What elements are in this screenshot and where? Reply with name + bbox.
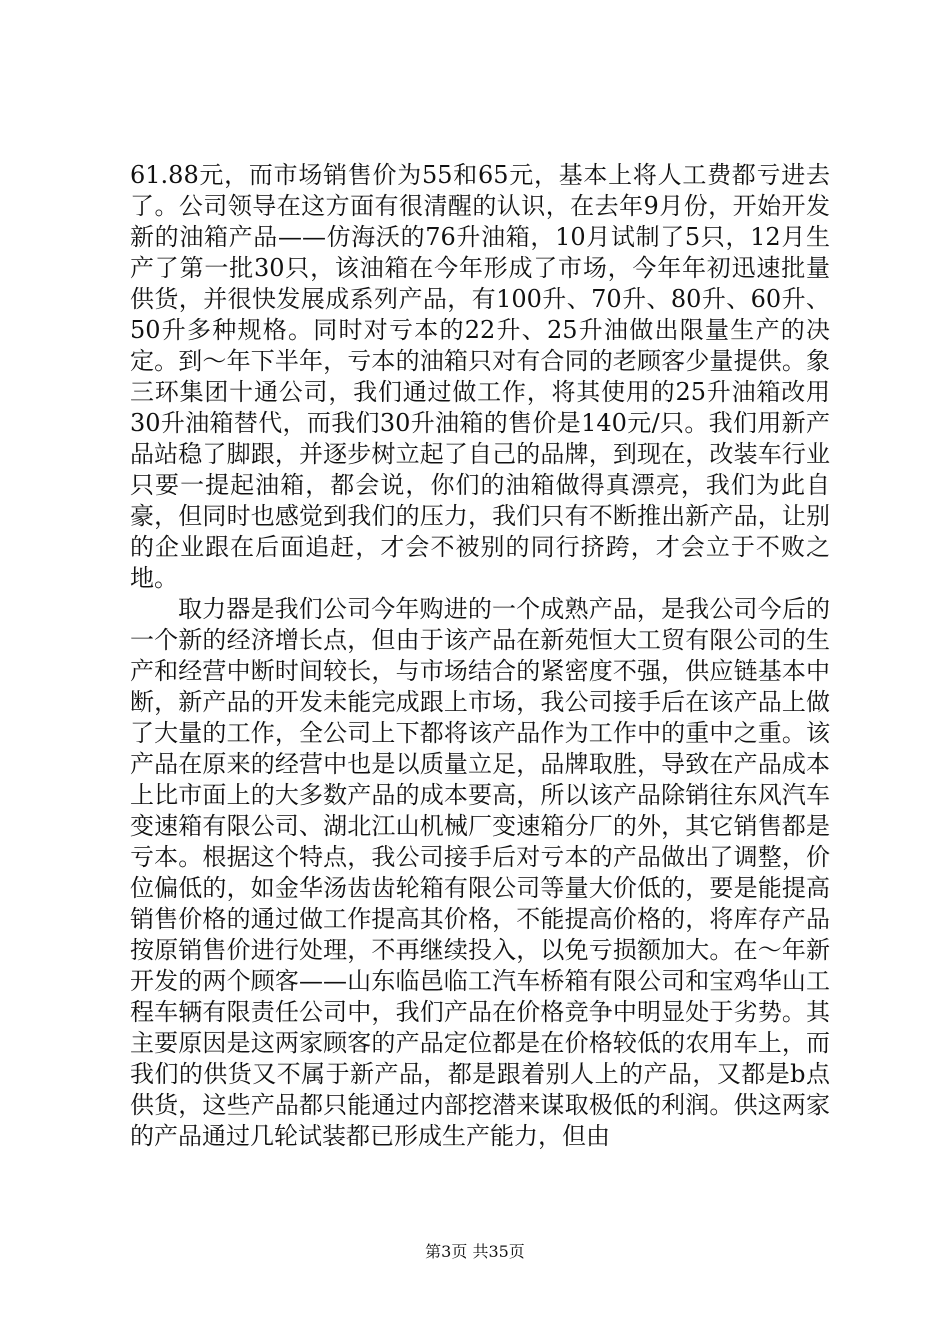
paragraph-power-takeoff: 取力器是我们公司今年购进的一个成熟产品，是我公司今后的一个新的经济增长点，但由于该产品在新苑恒大工贸有限公司的生产和经营中断时间较长，与市场结合的紧密度不强，供应链基本中断，新产品的开发未能完成跟上市场，我公司接手后在该产品上做了大量的工作，全公司上下都将该产品作为工作中的重中之重。该产品在原来的经营中也是以质量立足，品牌取胜，导致在产品成本上比市面上的大多数产品的成本要高，所以该产品除销往东风汽车变速箱有限公司、湖北江山机械厂变速箱分厂的外，其它销售都是亏本。根据这个特点，我公司接手后对亏本的产品做出了调整，价位偏低的，如金华汤齿齿轮箱有限公司等量大价低的，要是能提高销售价格的通过做工作提高其价格，不能提高价格的，将库存产品按原销售价进行处理，不再继续投入，以免亏损额加大。在～年新开发的两个顾客——山东临邑临工汽车桥箱有限公司和宝鸡华山工程车辆有限责任公司中，我们产品在价格竞争中明显处于劣势。其主要原因是这两家顾客的产品定位都是在价格较低的农用车上，而我们的供货又不属于新产品，都是跟着别人上的产品，又都是b点供货，这些产品都只能通过内部挖潜来谋取极低的利润。供这两家的产品通过几轮试装都已形成生产能力，但由 — [130, 595, 830, 1150]
paragraph-oil-tank: 61.88元，而市场销售价为55和65元，基本上将人工费都亏进去了。公司领导在这方面有很清醒的认识，在去年9月份，开始开发新的油箱产品——仿海沃的76升油箱，10月试制了5只，12月生产了第一批30只，该油箱在今年形成了市场，今年年初迅速批量供货，并很快发展成系列产品，有100升、70升、80升、60升、50升多种规格。同时对亏本的22升、25升油做出限量生产的决定。到～年下半年，亏本的油箱只对有合同的老顾客少量提供。象三环集团十通公司，我们通过做工作，将其使用的25升油箱改用30升油箱替代，而我们30升油箱的售价是140元/只。我们用新产品站稳了脚跟，并逐步树立起了自己的品牌，到现在，改装车行业只要一提起油箱，都会说，你们的油箱做得真漂亮，我们为此自豪，但同时也感觉到我们的压力，我们只有不断推出新产品，让别的企业跟在后面追赶，才会不被别的同行挤跨，才会立于不败之地。 — [130, 161, 830, 592]
page-number-footer: 第3页 共35页 — [425, 1242, 525, 1261]
document-body — [130, 160, 830, 1152]
